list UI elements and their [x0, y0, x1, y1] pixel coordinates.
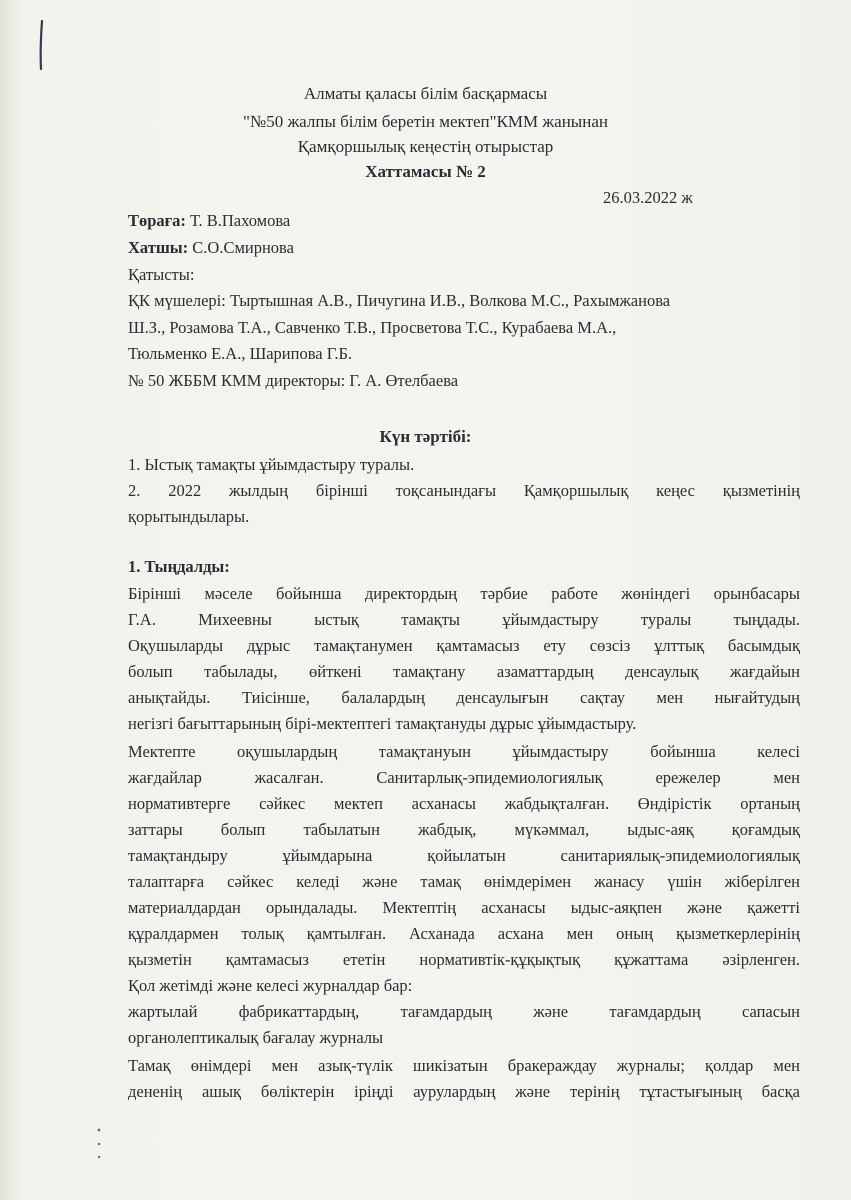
- body-line: анықтайды. Тиісінше, балалардың денсаулығын сақтау мен нығайтудың: [128, 688, 800, 707]
- body-line: болып табылады, өйткені тамақтану азаматтардың денсаулық жағдайын: [128, 662, 800, 681]
- secretary-value: С.О.Смирнова: [188, 238, 294, 257]
- agenda-item-1: 1. Ыстық тамақты ұйымдастыру туралы.: [128, 455, 415, 474]
- header-line-1: Алматы қаласы білім басқармасы: [303, 84, 548, 103]
- agenda-item-2: 2. 2022 жылдың бірінші тоқсанындағы Қамқоршылық кеңес қызметінің: [128, 481, 800, 500]
- members-line-1: ҚК мүшелері: Тыртышная А.В., Пичугина И.В., Волкова М.С., Рахымжанова: [128, 291, 671, 310]
- body-line: нормативтерге сәйкес мектеп асханасы жабдықталған. Өндірістік ортаның: [128, 794, 800, 813]
- section-heading: 1. Тыңдалды:: [128, 557, 230, 576]
- body-line: қызметін қамтамасыз ететін нормативтік-құқықтық құжаттама әзірленген.: [128, 950, 800, 969]
- margin-dots: [96, 1124, 102, 1164]
- header-line-2: "№50 жалпы білім беретін мектеп"КММ жанынан: [243, 112, 608, 131]
- body-line: негізгі бағыттарының бірі-мектептегі тамақтануды дұрыс ұйымдастыру.: [128, 714, 637, 733]
- agenda-item-2-cont: қорытындылары.: [128, 507, 250, 526]
- chair-line: [128, 211, 800, 231]
- body-line: Оқушыларды дұрыс тамақтанумен қамтамасыз ету сөзсіз ұлттық басымдық: [128, 636, 800, 655]
- body-line: заттары болып табылатын жабдық, мүкәммал, ыдыс-аяқ қоғамдық: [128, 820, 800, 839]
- body-line: құралдармен толық қамтылған. Асханада асхана мен оның қызметкерлерінің: [128, 924, 800, 943]
- secretary-label: Хатшы:: [128, 238, 189, 257]
- body-line: жағдайлар жасалған. Санитарлық-эпидемиологиялық ережелер мен: [128, 768, 800, 787]
- body-line: дененің ашық бөліктерін іріңді аурулардың және терінің тұтастығының басқа: [128, 1082, 800, 1101]
- body-line: Мектепте оқушылардың тамақтануын ұйымдастыру бойынша келесі: [128, 742, 800, 761]
- body-line: талаптарға сәйкес келеді және тамақ өнімдерімен жанасу үшін жіберілген: [128, 872, 800, 891]
- director-line: № 50 ЖББМ КММ директоры: Г. А. Өтелбаева: [128, 371, 459, 390]
- agenda-title: Күн тәртібі:: [379, 427, 472, 446]
- chair-value: Т. В.Пахомова: [185, 211, 291, 230]
- document-date: 26.03.2022 ж: [603, 188, 693, 207]
- pen-mark: [38, 20, 45, 70]
- members-line-3: Тюльменко Е.А., Шарипова Г.Б.: [128, 344, 353, 363]
- chair-label: Төрағa:: [128, 211, 186, 230]
- present-label: Қатысты:: [128, 265, 195, 284]
- body-line: органолептикалық бағалау журналы: [128, 1028, 384, 1047]
- header-line-3: Қамқоршылық кеңестің отырыстар: [297, 137, 554, 156]
- body-line: Қол жетімді және келесі журналдар бар:: [128, 976, 413, 995]
- secretary-line: [128, 238, 800, 258]
- body-line: Г.А. Михеевны ыстық тамақты ұйымдастыру туралы тыңдады.: [128, 610, 800, 629]
- body-line: тамақтандыру ұйымдарына қойылатын санитариялық-эпидемиологиялық: [128, 846, 800, 865]
- body-line: Тамақ өнімдері мен азық-түлік шикізатын бракераждау журналы; қолдар мен: [128, 1056, 800, 1075]
- members-line-2: Ш.З., Розамова Т.А., Савченко Т.В., Просветова Т.С., Курабаева М.А.,: [128, 318, 617, 337]
- protocol-title: Хаттамасы № 2: [365, 162, 486, 181]
- body-line: Бірінші мәселе бойынша директордың тәрбие работе жөніндегі орынбасары: [128, 584, 800, 603]
- body-line: материалдардан орындалады. Мектептің асханасы ыдыс-аяқпен және қажетті: [128, 898, 800, 917]
- body-line: жартылай фабрикаттардың, тағамдардың және тағамдардың сапасын: [128, 1002, 800, 1021]
